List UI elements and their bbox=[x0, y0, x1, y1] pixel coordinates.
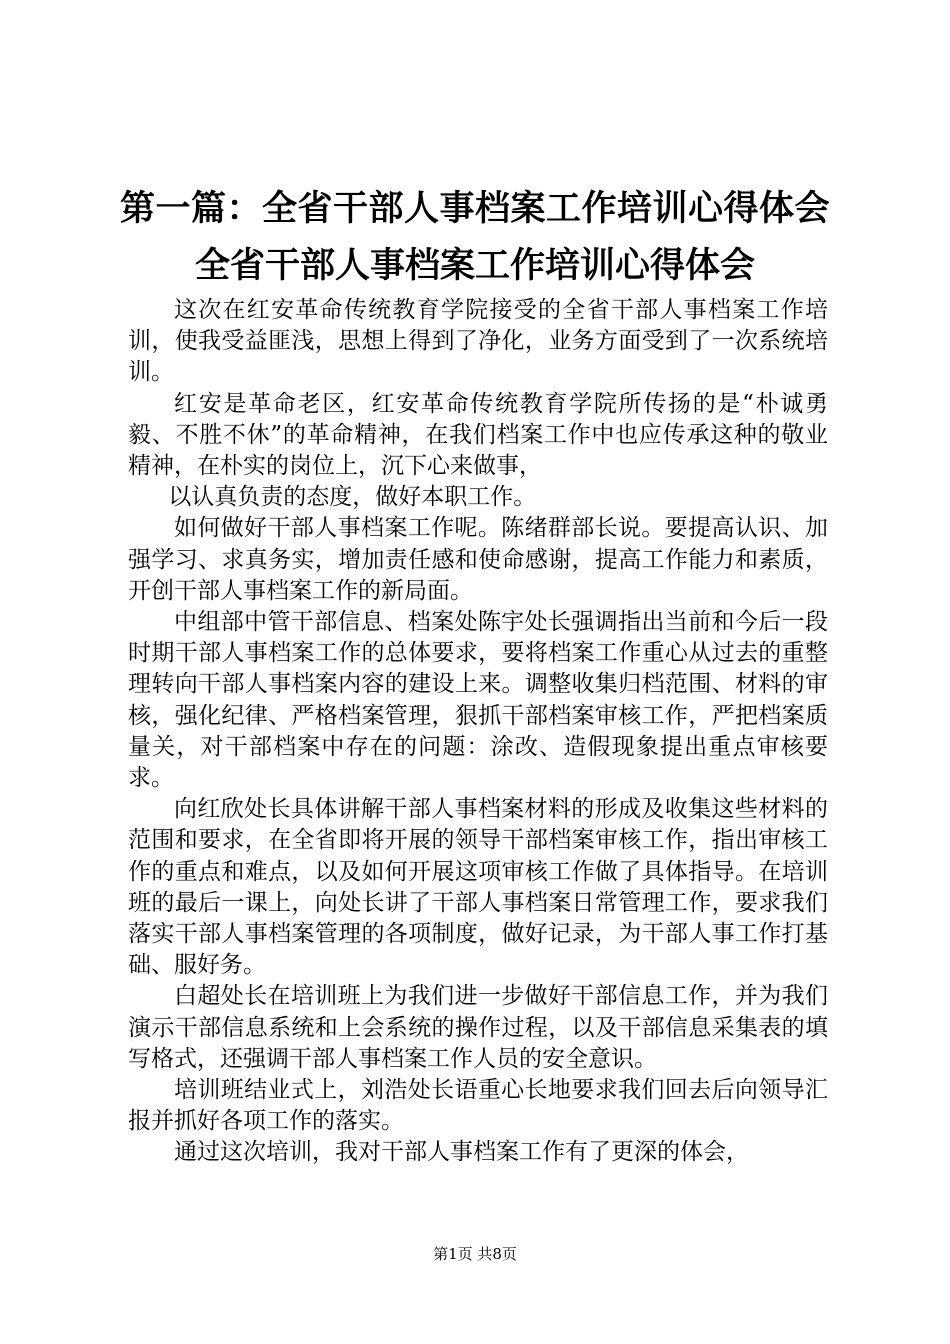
paragraph-3: 以认真负责的态度，做好本职工作。 bbox=[168, 484, 537, 511]
paragraph-8: 培训班结业式上，刘浩处长语重心长地要求我们回去后向领导汇报并抓好各项工作的落实。 bbox=[128, 1077, 828, 1135]
paragraph-1: 这次在红安革命传统教育学院接受的全省干部人事档案工作培训，使我受益匪浅，思想上得到了净化，业务方面受到了一次系统培训。 bbox=[128, 297, 828, 386]
paragraph-2: 红安是革命老区，红安革命传统教育学院所传扬的是“朴诚勇毅、不胜不休”的革命精神，在我们档案工作中也应传承这种的敬业精神，在朴实的岗位上，沉下心来做事， bbox=[128, 390, 828, 480]
document-body bbox=[128, 295, 828, 1169]
paragraph-6: 向红欣处长具体讲解干部人事档案材料的形成及收集这些材料的范围和要求，在全省即将开展的领导干部档案审核工作，指出审核工作的重点和难点，以及如何开展这项审核工作做了具体指导。在培训班的最后一课上，向处长讲了干部人事档案日常管理工作，要求我们落实干部人事档案管理的各项制度，做好记录，为干部人事工作打基础、服好务。 bbox=[128, 796, 828, 979]
page-footer: 第1页 共8页 bbox=[433, 1245, 517, 1263]
document-subtitle: 全省干部人事档案工作培训心得体会 bbox=[194, 245, 755, 286]
paragraph-9: 通过这次培训，我对干部人事档案工作有了更深的体会， bbox=[174, 1139, 749, 1166]
paragraph-4: 如何做好干部人事档案工作呢。陈绪群部长说。要提高认识、加强学习、求真务实，增加责任感和使命感谢，提高工作能力和素质，开创干部人事档案工作的新局面。 bbox=[128, 515, 828, 604]
document-title: 第一篇：全省干部人事档案工作培训心得体会 bbox=[119, 188, 830, 229]
paragraph-7: 白超处长在培训班上为我们进一步做好干部信息工作，并为我们演示干部信息系统和上会系统的操作过程，以及干部信息采集表的填写格式，还强调干部人事档案工作人员的安全意识。 bbox=[128, 983, 828, 1072]
paragraph-5: 中组部中管干部信息、档案处陈宇处长强调指出当前和今后一段时期干部人事档案工作的总体要求，要将档案工作重心从过去的重整理转向干部人事档案内容的建设上来。调整收集归档范围、材料的审核，强化纪律、严格档案管理，狠抓干部档案审核工作，严把档案质量关，对干部档案中存在的问题：涂改、造假现象提出重点审核要求。 bbox=[128, 609, 828, 792]
